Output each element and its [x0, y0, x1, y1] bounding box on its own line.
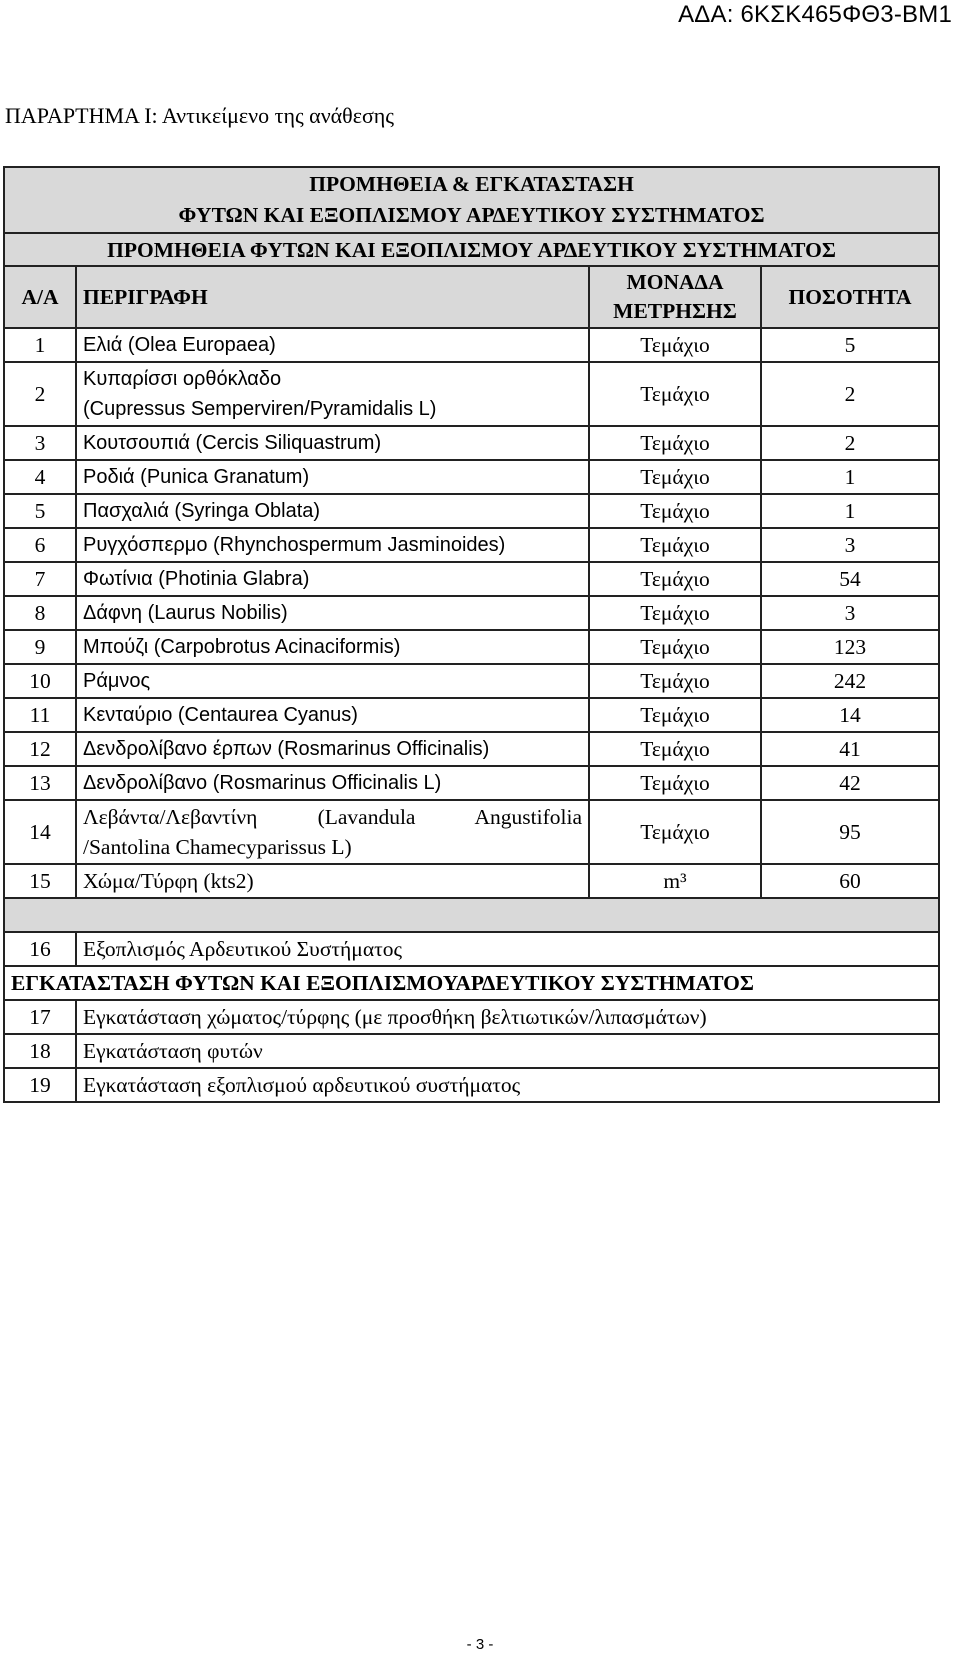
cell-desc: Ρυγχόσπερμο (Rhynchospermum Jasminoides) — [76, 528, 589, 562]
table-row — [4, 864, 939, 898]
table-row — [4, 460, 939, 494]
col-header-unit — [589, 266, 761, 328]
table-row — [4, 1068, 939, 1102]
cell-qty: 242 — [761, 664, 939, 698]
cell-unit: Τεμάχιο — [589, 698, 761, 732]
table-row — [4, 362, 939, 426]
cell-qty: 60 — [761, 864, 939, 898]
cell-desc: Δενδρολίβανο (Rosmarinus Officinalis L) — [76, 766, 589, 800]
cell-qty: 3 — [761, 528, 939, 562]
cell-aa: 13 — [4, 766, 76, 800]
annex-title: ΠΑΡΑΡΤΗΜΑ Ι: Αντικείμενο της ανάθεσης — [5, 103, 395, 128]
table-row — [4, 596, 939, 630]
col-header-unit-line2: ΜΕΤΡΗΣΗΣ — [613, 299, 737, 323]
cell-desc: Εγκατάσταση φυτών — [76, 1034, 939, 1068]
cell-desc: Ράμνος — [76, 664, 589, 698]
cell-desc: Ροδιά (Punica Granatum) — [76, 460, 589, 494]
cell-desc: Κουτσουπιά (Cercis Siliquastrum) — [76, 426, 589, 460]
section-row — [4, 233, 939, 266]
cell-desc-line2: /Santolina Chamecyparissus L) — [83, 835, 352, 859]
col-header-aa: Α/Α — [4, 266, 76, 328]
cell-aa: 5 — [4, 494, 76, 528]
cell-aa: 11 — [4, 698, 76, 732]
cell-qty: 42 — [761, 766, 939, 800]
cell-aa: 6 — [4, 528, 76, 562]
table-row — [4, 1034, 939, 1068]
col-header-qty: ΠΟΣΟΤΗΤΑ — [761, 266, 939, 328]
cell-unit: Τεμάχιο — [589, 426, 761, 460]
cell-qty: 2 — [761, 362, 939, 426]
cell-qty: 14 — [761, 698, 939, 732]
table-row — [4, 494, 939, 528]
cell-desc — [76, 800, 589, 864]
table-title-line1: ΠΡΟΜΗΘΕΙΑ & ΕΓΚΑΤΑΣΤΑΣΗ — [309, 172, 634, 196]
cell-desc — [76, 362, 589, 426]
table-row — [4, 932, 939, 966]
section2-title: ΕΓΚΑΤΑΣΤΑΣΗ ΦΥΤΩΝ ΚΑΙ ΕΞΟΠΛΙΣΜΟΥΑΡΔΕΥΤΙΚΟΥ ΣΥΣΤΗΜΑΤΟΣ — [4, 966, 939, 1000]
table-row — [4, 426, 939, 460]
cell-qty: 95 — [761, 800, 939, 864]
cell-qty: 1 — [761, 460, 939, 494]
cell-desc: Ελιά (Olea Europaea) — [76, 328, 589, 362]
table-row — [4, 630, 939, 664]
cell-qty: 123 — [761, 630, 939, 664]
table-row — [4, 766, 939, 800]
cell-qty: 1 — [761, 494, 939, 528]
cell-aa: 18 — [4, 1034, 76, 1068]
cell-qty: 41 — [761, 732, 939, 766]
cell-qty: 2 — [761, 426, 939, 460]
cell-aa: 1 — [4, 328, 76, 362]
cell-unit: Τεμάχιο — [589, 562, 761, 596]
cell-aa: 14 — [4, 800, 76, 864]
cell-desc: Εξοπλισμός Αρδευτικού Συστήματος — [76, 932, 939, 966]
gray-separator — [4, 898, 939, 932]
table-row — [4, 528, 939, 562]
table-row — [4, 328, 939, 362]
cell-desc: Δενδρολίβανο έρπων (Rosmarinus Officinalis) — [76, 732, 589, 766]
page-number: - 3 - — [466, 1636, 494, 1653]
table-row — [4, 800, 939, 864]
cell-desc: Κενταύριο (Centaurea Cyanus) — [76, 698, 589, 732]
cell-desc: Εγκατάσταση χώματος/τύρφης (με προσθήκη βελτιωτικών/λιπασμάτων) — [76, 1000, 939, 1034]
cell-desc: Χώμα/Τύρφη (kts2) — [76, 864, 589, 898]
cell-unit: Τεμάχιο — [589, 362, 761, 426]
cell-unit: Τεμάχιο — [589, 328, 761, 362]
ada-code: ΑΔΑ: 6ΚΣΚ465ΦΘ3-ΒΜ1 — [678, 1, 952, 28]
cell-aa: 12 — [4, 732, 76, 766]
cell-desc: Δάφνη (Laurus Nobilis) — [76, 596, 589, 630]
cell-aa: 9 — [4, 630, 76, 664]
cell-unit: Τεμάχιο — [589, 800, 761, 864]
cell-desc-line1: Κυπαρίσσι ορθόκλαδο — [83, 368, 282, 390]
table-row — [4, 562, 939, 596]
table-row — [4, 664, 939, 698]
cell-desc: Εγκατάσταση εξοπλισμού αρδευτικού συστήματος — [76, 1068, 939, 1102]
col-header-desc: ΠΕΡΙΓΡΑΦΗ — [76, 266, 589, 328]
cell-aa: 7 — [4, 562, 76, 596]
table-row — [4, 1000, 939, 1034]
cell-desc-line2: (Cupressus Semperviren/Pyramidalis L) — [83, 398, 437, 420]
table-title-row — [4, 167, 939, 233]
cell-aa: 19 — [4, 1068, 76, 1102]
cell-desc: Μπούζι (Carpobrotus Acinaciformis) — [76, 630, 589, 664]
cell-aa: 16 — [4, 932, 76, 966]
cell-qty: 5 — [761, 328, 939, 362]
cell-unit: Τεμάχιο — [589, 630, 761, 664]
cell-desc: Πασχαλιά (Syringa Oblata) — [76, 494, 589, 528]
cell-unit: Τεμάχιο — [589, 664, 761, 698]
cell-unit: m³ — [589, 864, 761, 898]
cell-qty: 54 — [761, 562, 939, 596]
section-row — [4, 966, 939, 1000]
cell-aa: 10 — [4, 664, 76, 698]
table-row — [4, 732, 939, 766]
cell-aa: 2 — [4, 362, 76, 426]
cell-aa: 3 — [4, 426, 76, 460]
cell-unit: Τεμάχιο — [589, 596, 761, 630]
cell-desc: Φωτίνια (Photinia Glabra) — [76, 562, 589, 596]
section1-title: ΠΡΟΜΗΘΕΙΑ ΦΥΤΩΝ ΚΑΙ ΕΞΟΠΛΙΣΜΟΥ ΑΡΔΕΥΤΙΚΟΥ ΣΥΣΤΗΜΑΤΟΣ — [4, 233, 939, 266]
cell-unit: Τεμάχιο — [589, 528, 761, 562]
cell-aa: 17 — [4, 1000, 76, 1034]
table-row — [4, 698, 939, 732]
cell-unit: Τεμάχιο — [589, 766, 761, 800]
table-title-line2: ΦΥΤΩΝ ΚΑΙ ΕΞΟΠΛΙΣΜΟΥ ΑΡΔΕΥΤΙΚΟΥ ΣΥΣΤΗΜΑΤΟΣ — [178, 203, 765, 227]
column-header-row — [4, 266, 939, 328]
col-header-unit-line1: ΜΟΝΑΔΑ — [626, 270, 724, 294]
cell-aa: 15 — [4, 864, 76, 898]
cell-aa: 4 — [4, 460, 76, 494]
cell-unit: Τεμάχιο — [589, 732, 761, 766]
table-title — [4, 167, 939, 233]
cell-aa: 8 — [4, 596, 76, 630]
items-table — [3, 166, 940, 1103]
cell-desc-line1: Λεβάντα/Λεβαντίνη (Lavandula Angustifolia — [83, 805, 582, 829]
spacer-row — [4, 898, 939, 932]
cell-unit: Τεμάχιο — [589, 494, 761, 528]
cell-unit: Τεμάχιο — [589, 460, 761, 494]
cell-qty: 3 — [761, 596, 939, 630]
